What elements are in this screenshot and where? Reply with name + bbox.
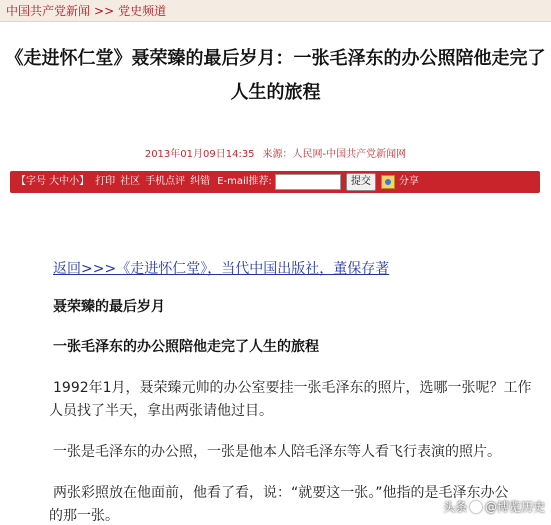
watermark-icon [470,501,482,513]
paragraph-3-line-1: 两张彩照放在他面前，他看了看，说：“就要这一张。”他指的是毛泽东办公 [53,485,509,501]
article-heading-1: 聂荣臻的最后岁月 [53,299,165,315]
back-link[interactable]: 返回>>>《走进怀仁堂》，当代中国出版社，董保存著 [53,261,390,277]
breadcrumb-channel-link[interactable]: 党史频道 [118,4,167,18]
email-input[interactable] [275,174,341,190]
breadcrumb [0,0,551,22]
email-label: E-mail推荐: [217,176,272,187]
article-title [0,42,551,110]
article-meta [0,145,551,160]
article-source: 来源：人民网-中国共产党新闻网 [262,149,407,160]
mobile-comment-link[interactable]: 手机点评 [145,176,186,187]
watermark [443,498,545,515]
paragraph-2: 一张是毛泽东的办公照，一张是他本人陪毛泽东等人看飞行表演的照片。 [53,444,501,460]
share-link[interactable]: 分享 [398,176,419,187]
share-icon[interactable] [381,175,395,189]
paragraph-1-line-1: 1992年1月，聂荣臻元帅的办公室要挂一张毛泽东的照片，选哪一张呢？工作 [53,380,532,396]
article-title-line1: 《走进怀仁堂》聂荣臻的最后岁月：一张毛泽东的办公照陪他走完了 [5,48,546,69]
article-heading-2: 一张毛泽东的办公照陪他走完了人生的旅程 [53,339,319,355]
breadcrumb-separator: >> [94,4,115,18]
watermark-prefix: 头条 [442,500,467,514]
watermark-name: @博览历史 [484,500,545,514]
community-link[interactable]: 社区 [120,176,141,187]
article-datetime: 2013年01月09日14:35 [144,149,255,160]
submit-button[interactable]: 提交 [346,173,376,191]
print-link[interactable]: 打印 [95,176,116,187]
breadcrumb-site-link[interactable]: 中国共产党新闻 [6,4,91,18]
paragraph-3-line-2: 的那一张。 [49,508,119,524]
font-size-control[interactable]: 【字号 大中小】 [16,176,90,187]
correction-link[interactable]: 纠错 [190,176,211,187]
article-title-line2: 人生的旅程 [230,82,321,103]
paragraph-1-line-2: 人员找了半天，拿出两张请他过目。 [49,403,273,419]
article-toolbar [10,171,540,193]
